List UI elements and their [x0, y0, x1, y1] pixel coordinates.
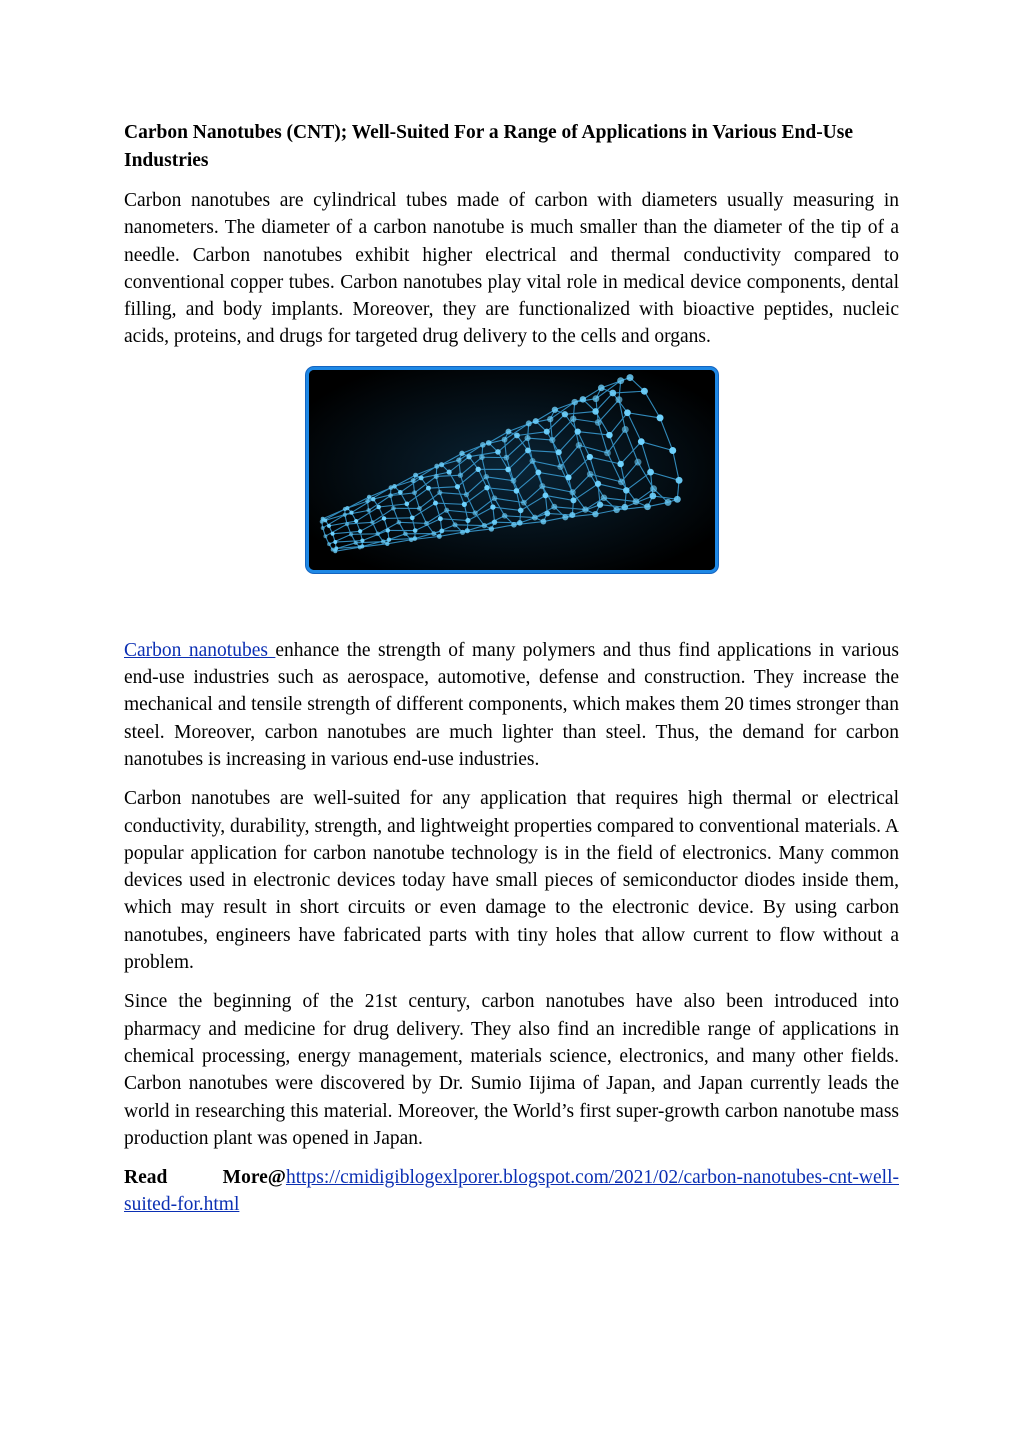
lattice-atom — [327, 524, 331, 528]
lattice-atom — [530, 458, 536, 464]
lattice-atom — [525, 447, 531, 453]
lattice-atom — [609, 389, 616, 396]
lattice-atom — [459, 450, 464, 455]
paragraph-intro: Carbon nanotubes are cylindrical tubes made of carbon with diameters usually measuring in nanometers. The diameter of a carbon nanotube is much smaller than the diameter of the tip of a needle. Carbon nanotubes exhibit higher electrical and thermal conductivity compared to conventional copper tubes. Carbon nanotubes play vital role in medical device components, dental filling, and body implants. Moreover, they are functionalized with bioactive peptides, nucleic acids, proteins, and drugs for targeted drug delivery to the cells and organs. — [124, 190, 899, 348]
lattice-atom — [370, 520, 374, 524]
lattice-atom — [598, 384, 605, 391]
lattice-atom — [447, 469, 452, 474]
lattice-atom — [552, 406, 558, 412]
lattice-atom — [323, 518, 327, 522]
lattice-atom — [533, 418, 539, 424]
lattice-atom — [649, 492, 656, 499]
lattice-atom — [595, 419, 602, 426]
lattice-atom — [627, 374, 634, 381]
lattice-atom — [476, 466, 481, 471]
lattice-atom — [556, 449, 562, 455]
lattice-atom — [358, 529, 362, 533]
lattice-atom — [592, 511, 598, 517]
lattice-atom — [365, 499, 369, 503]
lattice-atom — [495, 449, 501, 455]
lattice-bond — [351, 534, 378, 535]
lattice-atom — [617, 377, 624, 384]
lattice-atom — [349, 510, 353, 514]
lattice-atom — [502, 437, 508, 443]
lattice-atom — [604, 449, 611, 456]
lattice-atom — [358, 545, 362, 549]
lattice-atom — [437, 490, 442, 495]
lattice-atom — [514, 432, 520, 438]
lattice-atom — [644, 503, 651, 510]
lattice-atom — [606, 432, 613, 439]
lattice-atom — [439, 528, 444, 533]
carbon-nanotube-image — [306, 367, 718, 573]
lattice-atom — [354, 540, 358, 544]
lattice-atom — [595, 480, 601, 486]
lattice-atom — [465, 528, 470, 533]
lattice-atom — [549, 437, 555, 443]
lattice-atom — [647, 469, 654, 476]
lattice-atom — [582, 506, 588, 512]
lattice-atom — [562, 411, 568, 417]
lattice-atom — [480, 442, 486, 448]
lattice-atom — [388, 493, 393, 498]
lattice-atom — [321, 526, 325, 530]
lattice-atom — [483, 474, 489, 480]
lattice-atom — [403, 531, 408, 536]
lattice-atom — [434, 463, 439, 468]
carbon-nanotubes-link[interactable]: Carbon nanotubes — [124, 639, 276, 661]
lattice-atom — [404, 501, 409, 506]
lattice-atom — [669, 447, 676, 454]
lattice-atom — [634, 458, 641, 465]
lattice-atom — [650, 485, 657, 492]
lattice-atom — [387, 537, 391, 541]
lattice-atom — [484, 485, 489, 490]
lattice-atom — [410, 515, 415, 520]
lattice-atom — [557, 463, 563, 469]
lattice-atom — [412, 490, 417, 495]
document-title: Carbon Nanotubes (CNT); Well-Suited For a Range of Applications in Various End-Use Industries — [124, 122, 854, 171]
lattice-atom — [464, 492, 469, 497]
lattice-atom — [419, 475, 424, 480]
lattice-atom — [541, 518, 547, 524]
lattice-atom — [458, 472, 463, 477]
lattice-atom — [518, 507, 524, 513]
document-page — [124, 119, 899, 1219]
paragraph-electronics: Carbon nanotubes are well-suited for any application that requires high thermal or electrical conductivity, durability, strength, and lightweight properties compared to conventional materials. A popular application for carbon nanotube technology is in the field of electronics. Many common devices used in electronic devices today have small pieces of semiconductor diodes inside them, which may result in short circuits or even damage to the electronic device. By using carbon nanotubes, engineers have fabricated parts with tiny holes that allow current to flow without a problem. — [124, 788, 899, 974]
lattice-atom — [505, 466, 511, 472]
lattice-atom — [455, 484, 460, 489]
lattice-atom — [398, 490, 403, 495]
lattice-atom — [623, 487, 630, 494]
lattice-atom — [618, 478, 625, 485]
lattice-atom — [544, 510, 550, 516]
lattice-atom — [472, 510, 477, 515]
lattice-atom — [327, 542, 331, 546]
lattice-atom — [331, 547, 335, 551]
lattice-atom — [615, 396, 622, 403]
lattice-atom — [665, 499, 672, 506]
lattice-atom — [397, 520, 402, 525]
lattice-atom — [676, 477, 683, 484]
lattice-atom — [490, 504, 495, 509]
lattice-atom — [587, 471, 594, 478]
lattice-atom — [381, 539, 385, 543]
lattice-atom — [413, 528, 418, 533]
paragraph-applications — [124, 637, 899, 773]
lattice-atom — [624, 409, 631, 416]
lattice-atom — [417, 506, 422, 511]
lattice-atom — [592, 408, 599, 415]
lattice-atom — [360, 538, 364, 542]
lattice-atom — [562, 514, 568, 520]
lattice-atom — [482, 523, 487, 528]
lattice-atom — [345, 506, 349, 510]
lattice-atom — [349, 532, 353, 536]
lattice-atom — [392, 484, 397, 489]
lattice-atom — [386, 528, 390, 532]
lattice-atom — [638, 438, 645, 445]
paragraph-applications-text: enhance the strength of many polymers and thus find applications in various end-use industries such as aerospace, automotive, defense and construction. They increase the mechanical and tensile strength of different components, which makes them 20 times stronger than steel. Moreover, carbon nanotubes are much lighter than steel. Thus, the demand for carbon nanotubes is increasing in various end-use industries. — [124, 639, 899, 770]
lattice-atom — [657, 414, 664, 421]
lattice-atom — [502, 513, 508, 519]
lattice-atom — [409, 537, 414, 542]
lattice-atom — [569, 512, 575, 518]
read-more-link[interactable]: https://cmidigiblogexlporer.blogspot.com/2021/02/carbon-nanotubes-cnt-well-suited-for.html — [124, 1167, 899, 1216]
lattice-atom — [492, 519, 497, 524]
lattice-atom — [506, 428, 512, 434]
lattice-atom — [633, 498, 640, 505]
lattice-atom — [426, 485, 431, 490]
lattice-atom — [486, 440, 492, 446]
lattice-atom — [521, 500, 527, 506]
lattice-atom — [343, 512, 347, 516]
lattice-atom — [570, 497, 576, 503]
lattice-atom — [433, 500, 438, 505]
lattice-atom — [514, 488, 520, 494]
lattice-atom — [366, 508, 370, 512]
nanotube-illustration — [309, 370, 715, 570]
lattice-atom — [376, 531, 380, 535]
lattice-atom — [587, 454, 593, 460]
lattice-atom — [424, 521, 429, 526]
lattice-atom — [570, 415, 577, 422]
figure-container — [124, 367, 899, 637]
lattice-atom — [434, 474, 439, 479]
lattice-bond — [384, 518, 412, 519]
lattice-atom — [532, 514, 538, 520]
lattice-atom — [547, 416, 553, 422]
lattice-atom — [323, 534, 327, 538]
lattice-atom — [411, 478, 416, 483]
lattice-atom — [439, 462, 444, 467]
lattice-atom — [575, 428, 581, 434]
lattice-atom — [566, 474, 572, 480]
lattice-atom — [601, 494, 608, 501]
lattice-atom — [551, 504, 557, 510]
lattice-atom — [617, 460, 624, 467]
lattice-atom — [391, 506, 396, 511]
lattice-atom — [539, 483, 545, 489]
lattice-atom — [571, 399, 578, 406]
lattice-atom — [460, 529, 465, 534]
lattice-atom — [452, 522, 457, 527]
lattice-atom — [622, 504, 629, 511]
lattice-atom — [371, 497, 375, 501]
lattice-atom — [345, 522, 349, 526]
lattice-atom — [517, 520, 523, 526]
lattice-atom — [444, 507, 449, 512]
lattice-atom — [385, 541, 389, 545]
lattice-atom — [333, 540, 337, 544]
lattice-atom — [382, 516, 386, 520]
lattice-bond — [495, 522, 520, 523]
lattice-atom — [593, 395, 600, 402]
lattice-atom — [613, 506, 620, 513]
lattice-atom — [437, 534, 442, 539]
lattice-atom — [580, 396, 587, 403]
lattice-atom — [543, 492, 549, 498]
lattice-atom — [674, 496, 681, 503]
read-more-label: Read More@ — [124, 1167, 286, 1189]
lattice-atom — [511, 522, 517, 528]
lattice-atom — [465, 518, 470, 523]
lattice-atom — [466, 454, 471, 459]
lattice-atom — [597, 501, 603, 507]
lattice-atom — [413, 472, 418, 477]
lattice-atom — [511, 478, 517, 484]
lattice-atom — [569, 489, 575, 495]
lattice-atom — [462, 502, 467, 507]
paragraph-history: Since the beginning of the 21st century, carbon nanotubes have also been introduced into pharmacy and medicine for drug delivery. They also find an incredible range of applications in chemical processing, energy management, materials science, electronics, and many other fields. Carbon nanotubes were discovered by Dr. Sumio Iijima of Japan, and Japan currently leads the world in researching this material. Moreover, the World’s first super-growth carbon nanotube mass production plant was opened in Japan. — [124, 991, 899, 1149]
lattice-atom — [489, 526, 494, 531]
lattice-atom — [367, 495, 371, 499]
lattice-atom — [641, 388, 648, 395]
lattice-atom — [525, 435, 531, 441]
lattice-atom — [535, 469, 541, 475]
lattice-atom — [438, 516, 443, 521]
lattice-atom — [492, 495, 498, 501]
lattice-atom — [479, 454, 485, 460]
lattice-atom — [503, 455, 509, 461]
lattice-atom — [544, 428, 550, 434]
lattice-atom — [576, 442, 583, 449]
lattice-atom — [526, 420, 532, 426]
lattice-atom — [331, 532, 335, 536]
lattice-atom — [456, 457, 461, 462]
read-more — [124, 1164, 899, 1219]
lattice-atom — [376, 505, 380, 509]
lattice-atom — [431, 531, 436, 536]
lattice-atom — [354, 519, 358, 523]
lattice-atom — [622, 426, 629, 433]
